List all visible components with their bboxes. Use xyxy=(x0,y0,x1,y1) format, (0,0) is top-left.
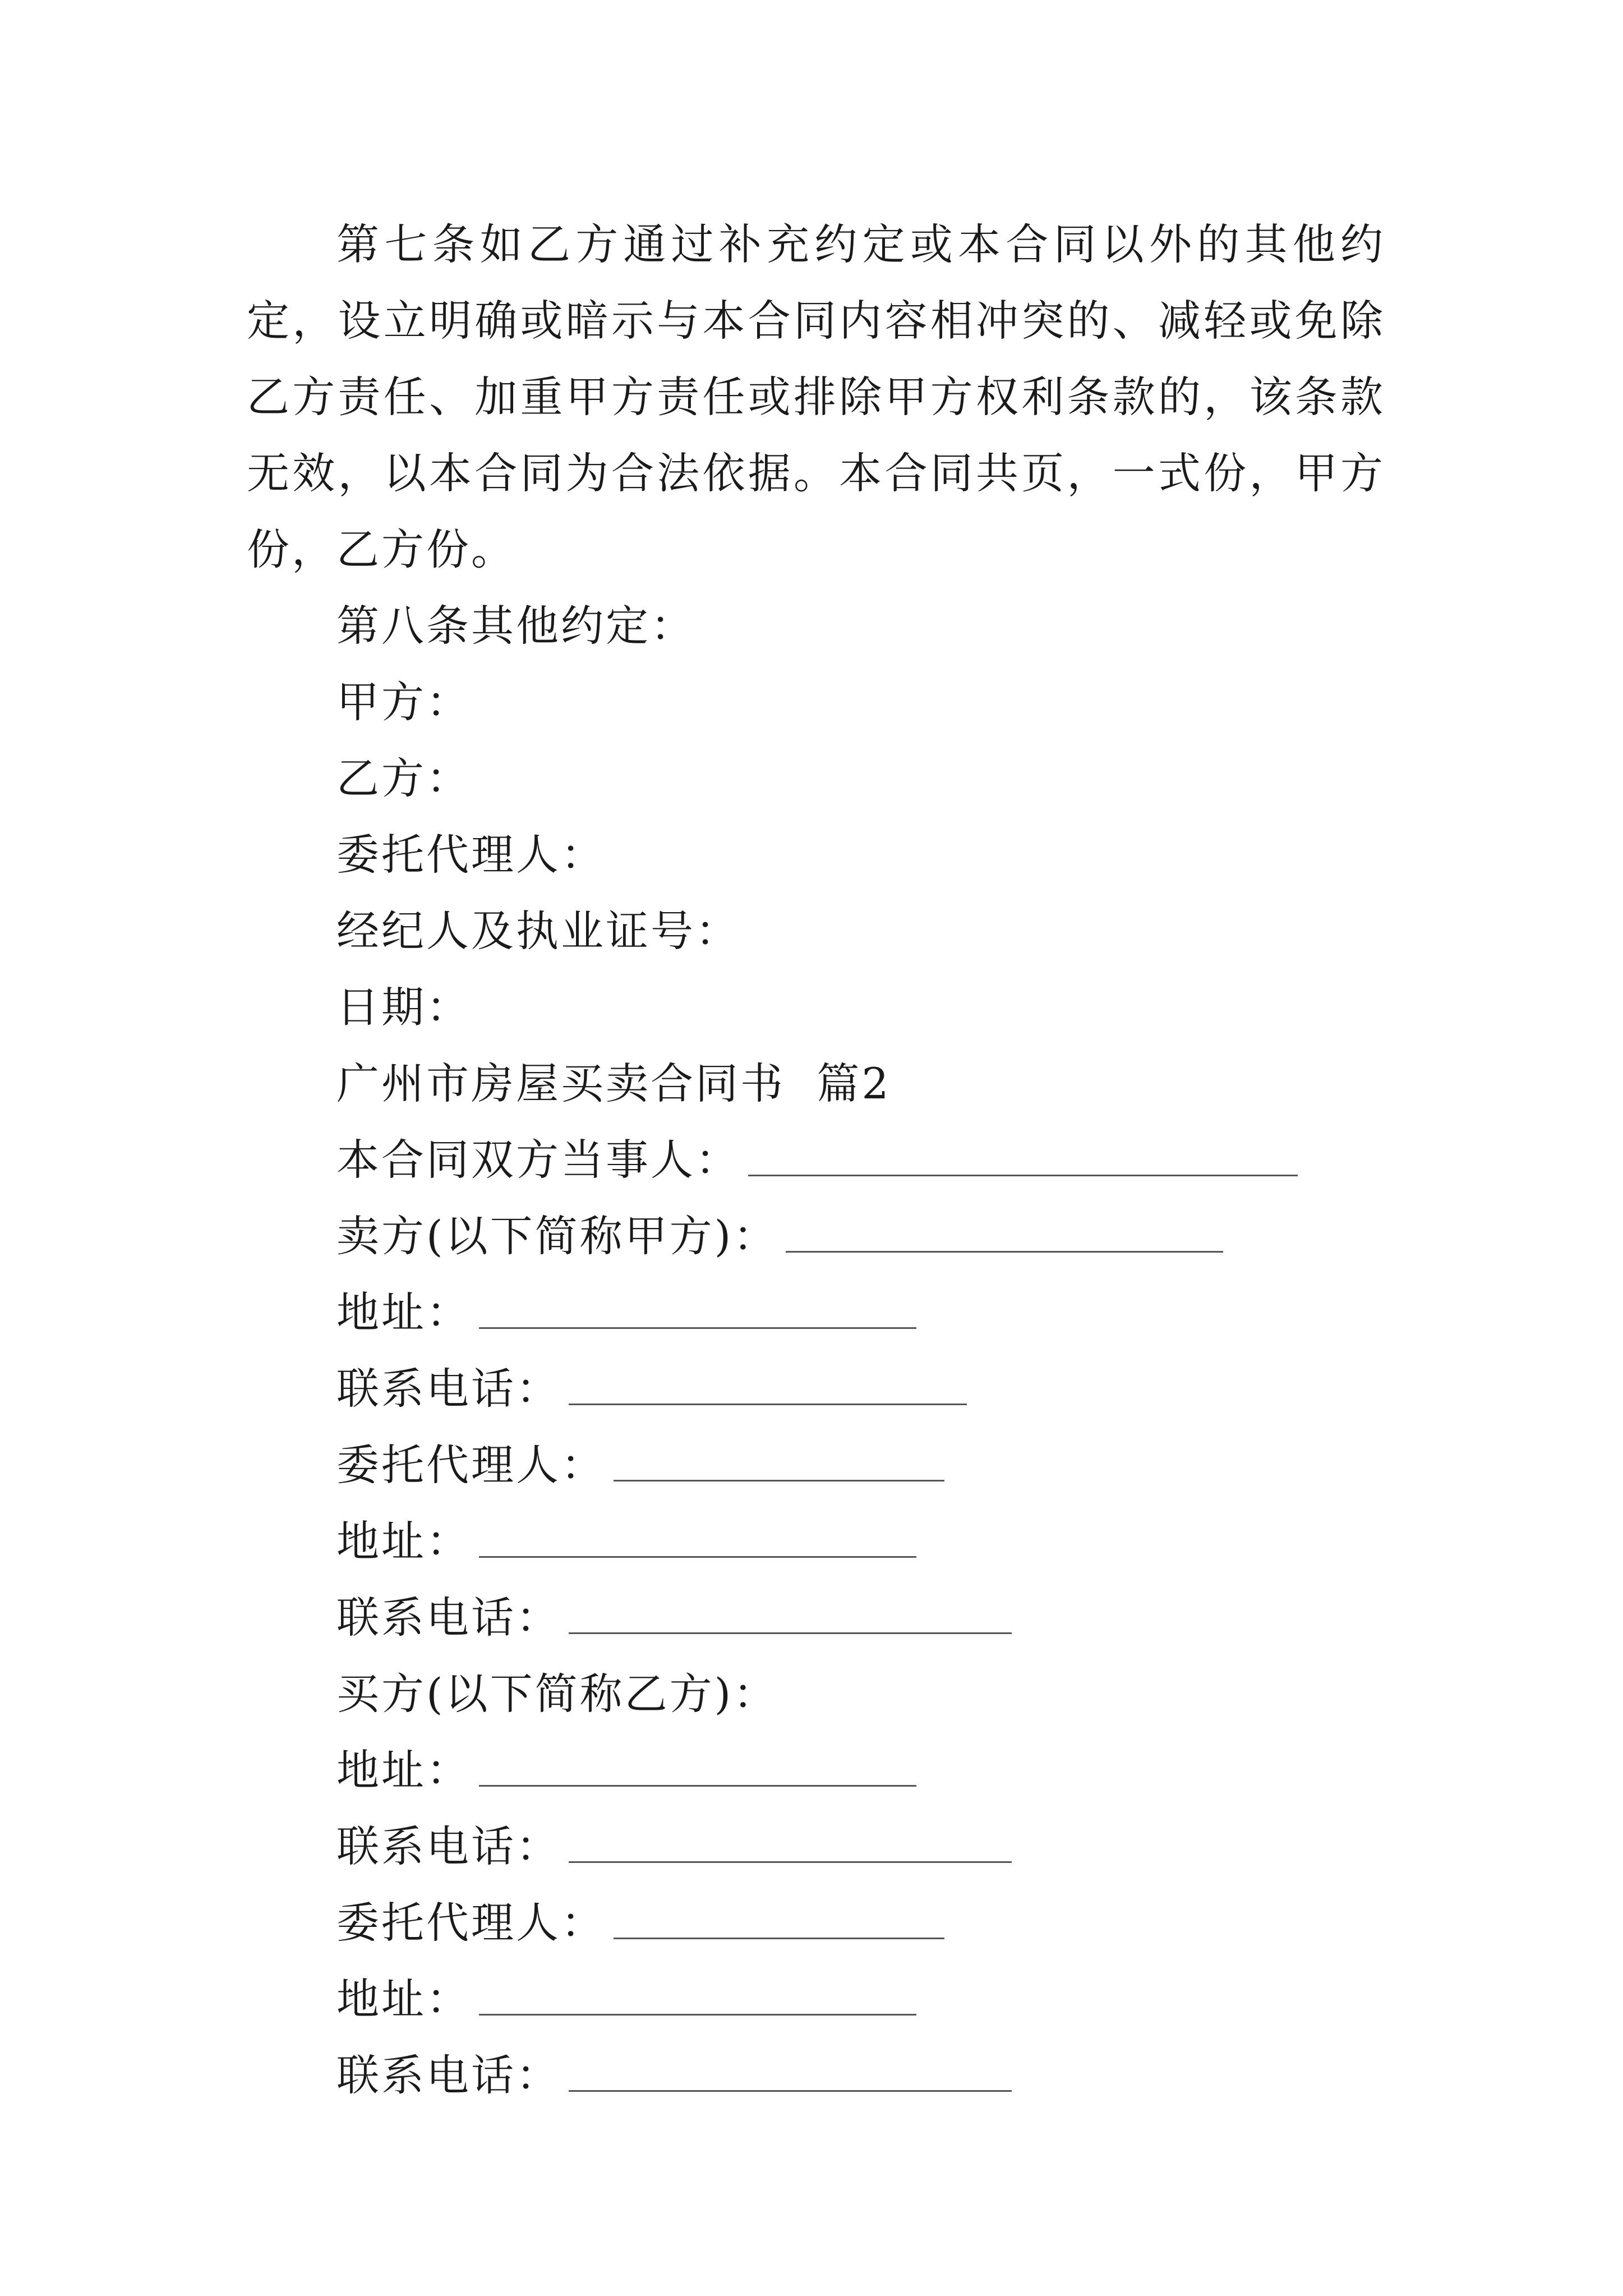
seller-agent-blank[interactable] xyxy=(614,1450,944,1481)
agent-label: 委托代理人： xyxy=(336,830,606,880)
seller-agent-address-blank[interactable] xyxy=(479,1526,916,1558)
seller-phone-label: 联系电话： xyxy=(336,1364,561,1414)
buyer-phone-blank[interactable] xyxy=(569,1831,1012,1863)
seller-agent-phone-line xyxy=(247,1580,1385,1656)
seller-agent-label: 委托代理人： xyxy=(336,1440,606,1490)
seller-blank[interactable] xyxy=(786,1221,1223,1253)
article-8-label: 第八条其他约定： xyxy=(336,601,695,651)
article-7-paragraph: 第七条如乙方通过补充约定或本合同以外的其他约定，设立明确或暗示与本合同内容相冲突的、减轻或免除乙方责任、加重甲方责任或排除甲方权利条款的，该条款无效，以本合同为合法依据。本合同共页，一式份，甲方份，乙方份。 xyxy=(247,219,1385,574)
broker-label: 经纪人及执业证号： xyxy=(336,906,740,956)
buyer-label: 买方(以下简称乙方)： xyxy=(336,1669,778,1719)
buyer-agent-blank[interactable] xyxy=(614,1907,944,1939)
seller-agent-phone-label: 联系电话： xyxy=(336,1593,561,1642)
seller-line xyxy=(247,1198,1385,1274)
seller-phone-line xyxy=(247,1351,1385,1427)
document-body xyxy=(247,206,1385,2114)
seller-label: 卖方(以下简称甲方)： xyxy=(336,1211,778,1261)
buyer-line xyxy=(247,1656,1385,1732)
seller-agent-line xyxy=(247,1427,1385,1503)
agent-line xyxy=(247,817,1385,893)
seller-address-label: 地址： xyxy=(336,1287,471,1337)
buyer-agent-phone-label: 联系电话： xyxy=(336,2050,561,2100)
party-a-line xyxy=(247,664,1385,740)
buyer-agent-phone-line xyxy=(247,2037,1385,2114)
section-title: 广州市房屋买卖合同书 篇2 xyxy=(336,1059,891,1108)
buyer-phone-line xyxy=(247,1809,1385,1885)
buyer-agent-label: 委托代理人： xyxy=(336,1898,606,1948)
buyer-agent-address-line xyxy=(247,1961,1385,2037)
section-title-line xyxy=(247,1046,1385,1122)
buyer-address-label: 地址： xyxy=(336,1745,471,1795)
seller-agent-address-label: 地址： xyxy=(336,1516,471,1566)
date-line xyxy=(247,969,1385,1046)
party-b-label: 乙方： xyxy=(336,753,471,803)
buyer-address-blank[interactable] xyxy=(479,1755,916,1787)
seller-agent-phone-blank[interactable] xyxy=(569,1602,1012,1634)
parties-intro-label: 本合同双方当事人： xyxy=(336,1135,740,1185)
date-label: 日期： xyxy=(336,982,471,1032)
buyer-agent-phone-blank[interactable] xyxy=(569,2060,1012,2092)
seller-address-line xyxy=(247,1274,1385,1351)
party-b-line xyxy=(247,740,1385,817)
buyer-phone-label: 联系电话： xyxy=(336,1821,561,1871)
seller-phone-blank[interactable] xyxy=(569,1373,967,1405)
buyer-agent-address-label: 地址： xyxy=(336,1974,471,2024)
seller-address-blank[interactable] xyxy=(479,1297,916,1329)
parties-intro-line xyxy=(247,1122,1385,1198)
seller-agent-address-line xyxy=(247,1503,1385,1580)
buyer-address-line xyxy=(247,1732,1385,1809)
buyer-agent-address-blank[interactable] xyxy=(479,1984,916,2016)
buyer-agent-line xyxy=(247,1885,1385,1961)
parties-blank[interactable] xyxy=(748,1144,1298,1176)
broker-line xyxy=(247,893,1385,969)
article-8-line xyxy=(247,588,1385,664)
party-a-label: 甲方： xyxy=(336,677,471,727)
